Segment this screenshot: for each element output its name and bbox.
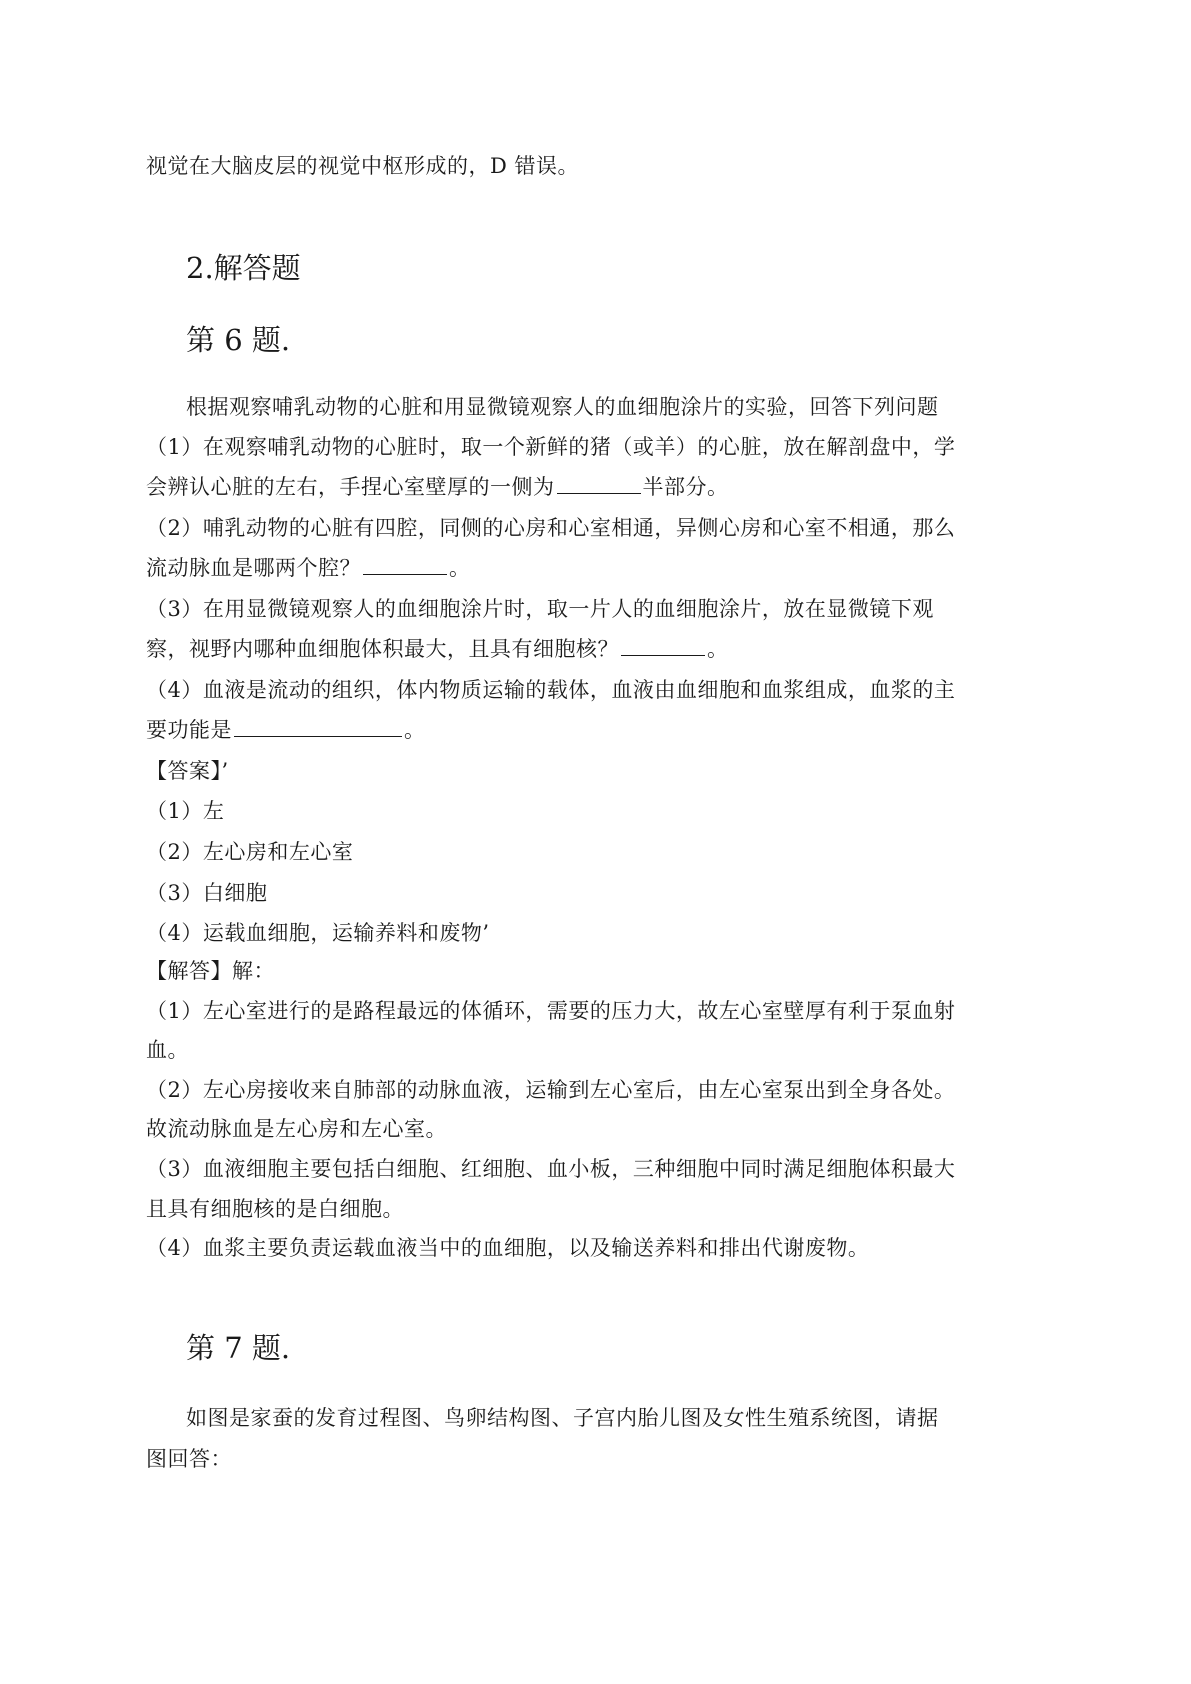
section-title: 2.解答题 — [186, 251, 301, 285]
question-7-intro-line1: 如图是家蚕的发育过程图、鸟卵结构图、子宫内胎儿图及女性生殖系统图，请据 — [186, 1406, 939, 1430]
answer-label: 【答案】’ — [146, 759, 229, 783]
solution-part1-line2: 血。 — [146, 1038, 189, 1062]
question-6-part2-text: 流动脉血是哪两个腔？ — [146, 556, 361, 580]
solution-label: 【解答】解： — [146, 959, 275, 983]
answer-item: （1）左 — [146, 799, 225, 823]
question-6-part3-text: 察，视野内哪种血细胞体积最大，且具有细胞核？ — [146, 637, 619, 661]
solution-part1-line1: （1）左心室进行的是路程最远的体循环，需要的压力大，故左心室壁厚有利于泵血射 — [146, 999, 956, 1023]
previous-answer-line: 视觉在大脑皮层的视觉中枢形成的，D 错误。 — [146, 154, 580, 178]
question-6-part3-tail: 。 — [707, 637, 729, 661]
answer-blank — [363, 554, 447, 575]
question-6-part2-line1: （2）哺乳动物的心脏有四腔，同侧的心房和心室相通，异侧心房和心室不相通，那么 — [146, 516, 956, 540]
question-6-part4-text: 要功能是 — [146, 718, 232, 742]
question-6-intro: 根据观察哺乳动物的心脏和用显微镜观察人的血细胞涂片的实验，回答下列问题 — [186, 395, 939, 419]
question-6-part4-tail: 。 — [404, 718, 426, 742]
answer-item: （4）运载血细胞，运输养料和废物’ — [146, 921, 490, 945]
question-6-part1-line1: （1）在观察哺乳动物的心脏时，取一个新鲜的猪（或羊）的心脏，放在解剖盘中，学 — [146, 435, 956, 459]
question-7-intro-line2: 图回答： — [146, 1447, 232, 1471]
answer-blank — [557, 473, 641, 494]
solution-part2-line1: （2）左心房接收来自肺部的动脉血液，运输到左心室后，由左心室泵出到全身各处。 — [146, 1078, 956, 1102]
solution-part4-line1: （4）血浆主要负责运载血液当中的血细胞，以及输送养料和排出代谢废物。 — [146, 1236, 870, 1260]
question-6-part3-line1: （3）在用显微镜观察人的血细胞涂片时，取一片人的血细胞涂片，放在显微镜下观 — [146, 597, 934, 621]
solution-part3-line1: （3）血液细胞主要包括白细胞、红细胞、血小板，三种细胞中同时满足细胞体积最大 — [146, 1157, 956, 1181]
answer-blank — [234, 716, 402, 737]
question-6-title: 第 6 题. — [186, 323, 291, 357]
question-6-part1-tail: 半部分。 — [642, 475, 729, 499]
answer-item: （3）白细胞 — [146, 881, 268, 905]
answer-blank — [621, 635, 705, 656]
question-6-part4-line1: （4）血液是流动的组织，体内物质运输的载体，血液由血细胞和血浆组成，血浆的主 — [146, 678, 956, 702]
question-6-part2-tail: 。 — [449, 556, 471, 580]
question-6-part4-line2 — [146, 716, 426, 744]
question-6-part1-text: 会辨认心脏的左右，手捏心室壁厚的一侧为 — [146, 475, 555, 499]
question-6-part3-line2 — [146, 635, 729, 663]
solution-part2-line2: 故流动脉血是左心房和左心室。 — [146, 1117, 447, 1141]
answer-item: （2）左心房和左心室 — [146, 840, 354, 864]
solution-part3-line2: 且具有细胞核的是白细胞。 — [146, 1197, 404, 1221]
question-7-title: 第 7 题. — [186, 1331, 291, 1365]
question-6-part1-line2 — [146, 473, 729, 501]
question-6-part2-line2 — [146, 554, 471, 582]
